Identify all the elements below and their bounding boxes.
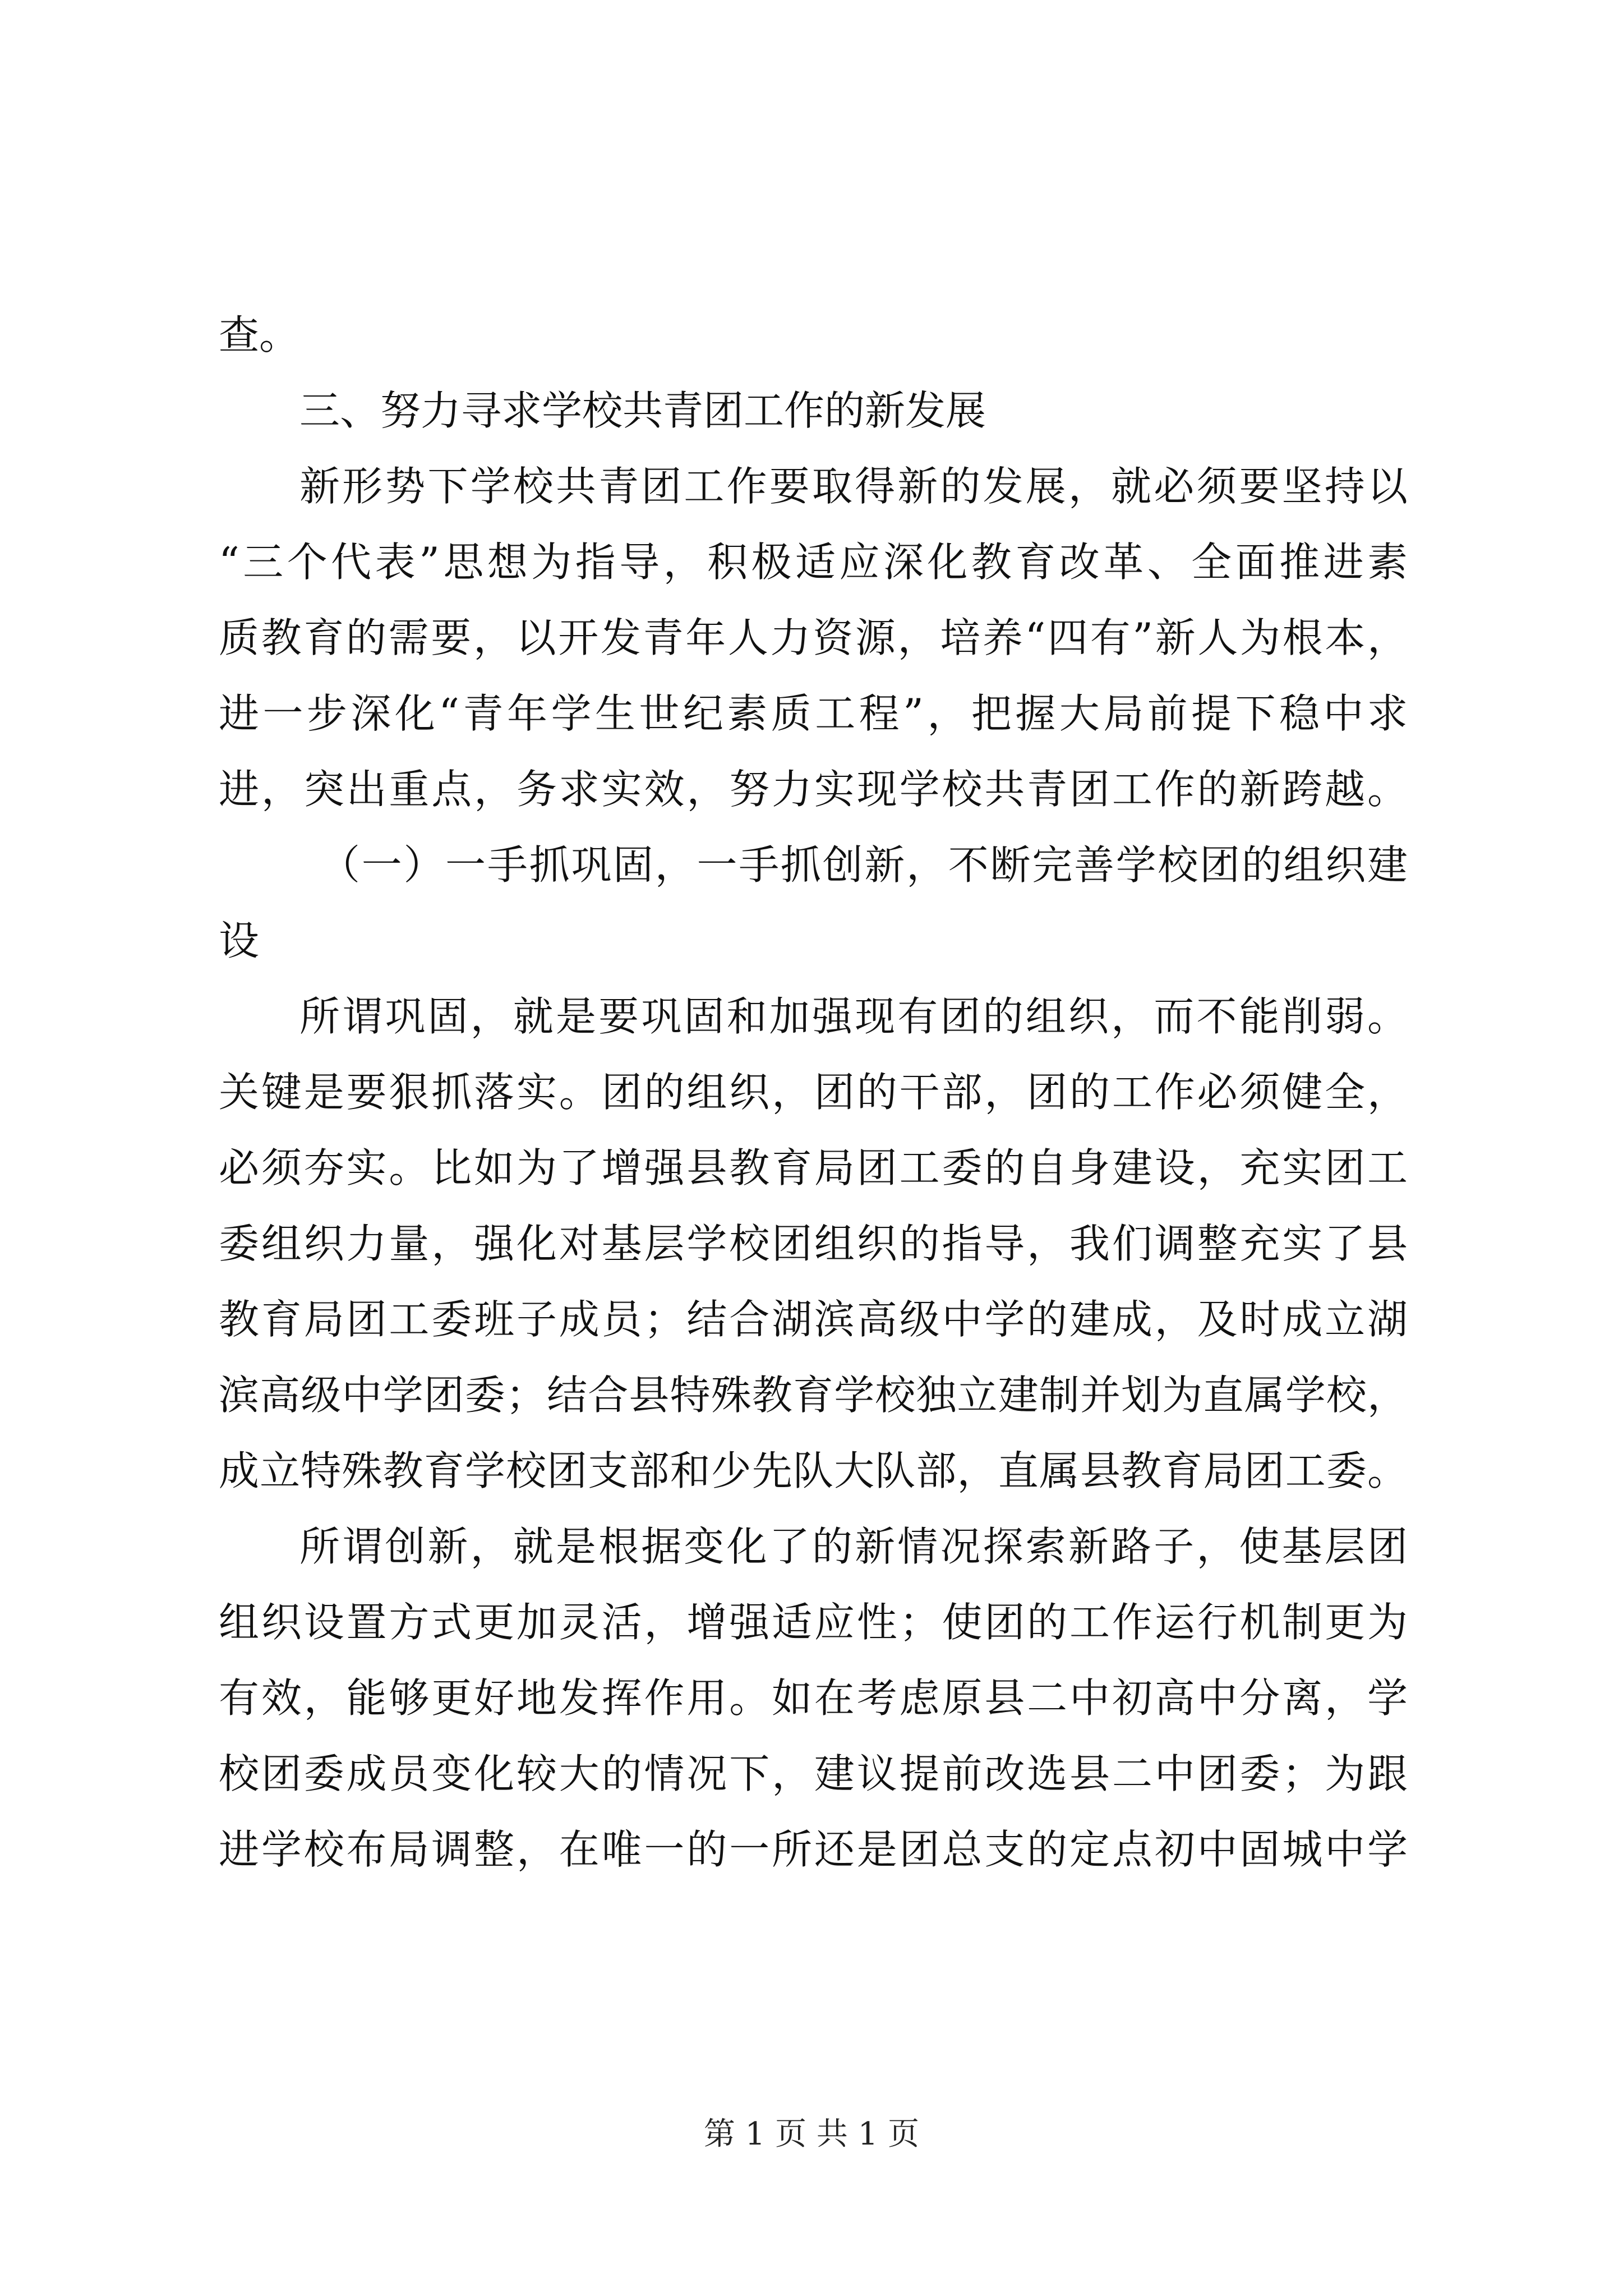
text-line: 进，突出重点，务求实效，努力实现学校共青团工作的新跨越。 [219, 766, 1408, 813]
section-heading: 三、努力寻求学校共青团工作的新发展 [299, 387, 986, 434]
page-footer [0, 2109, 1623, 2154]
text-line: 校团委成员变化较大的情况下，建议提前改选县二中团委；为跟 [219, 1750, 1408, 1797]
text-line: 教育局团工委班子成员；结合湖滨高级中学的建成，及时成立湖 [219, 1296, 1408, 1343]
text-line: 进学校布局调整，在唯一的一所还是团总支的定点初中固城中学 [219, 1826, 1408, 1873]
subsection-heading: （一）一手抓巩固，一手抓创新，不断完善学校团的组织建 [320, 841, 1408, 889]
text-line: 质教育的需要，以开发青年人力资源，培养“四有”新人为根本， [219, 614, 1408, 661]
text-line: 所谓创新，就是根据变化了的新情况探索新路子，使基层团 [299, 1523, 1408, 1570]
document-body [219, 297, 1408, 1888]
text-line: 组织设置方式更加灵活，增强适应性；使团的工作运行机制更为 [219, 1599, 1408, 1646]
page-number: 第 1 页 共 1 页 [703, 2116, 920, 2152]
text-line: 有效，能够更好地发挥作用。如在考虑原县二中初高中分离，学 [219, 1674, 1408, 1722]
text-line: 成立特殊教育学校团支部和少先队大队部，直属县教育局团工委。 [219, 1447, 1408, 1494]
text-line: 进一步深化“青年学生世纪素质工程”，把握大局前提下稳中求 [219, 690, 1408, 737]
text-line: 必须夯实。比如为了增强县教育局团工委的自身建设，充实团工 [219, 1144, 1408, 1191]
text-line: 滨高级中学团委；结合县特殊教育学校独立建制并划为直属学校， [219, 1372, 1408, 1419]
text-line: “三个代表”思想为指导，积极适应深化教育改革、全面推进素 [219, 539, 1408, 586]
text-line: 关键是要狠抓落实。团的组织，团的干部，团的工作必须健全， [219, 1069, 1408, 1116]
subsection-heading-continued: 设 [219, 917, 260, 964]
text-line: 查。 [219, 311, 300, 358]
text-line: 委组织力量，强化对基层学校团组织的指导，我们调整充实了县 [219, 1220, 1408, 1267]
text-line: 新形势下学校共青团工作要取得新的发展，就必须要坚持以 [299, 463, 1408, 510]
text-line: 所谓巩固，就是要巩固和加强现有团的组织，而不能削弱。 [299, 993, 1408, 1040]
